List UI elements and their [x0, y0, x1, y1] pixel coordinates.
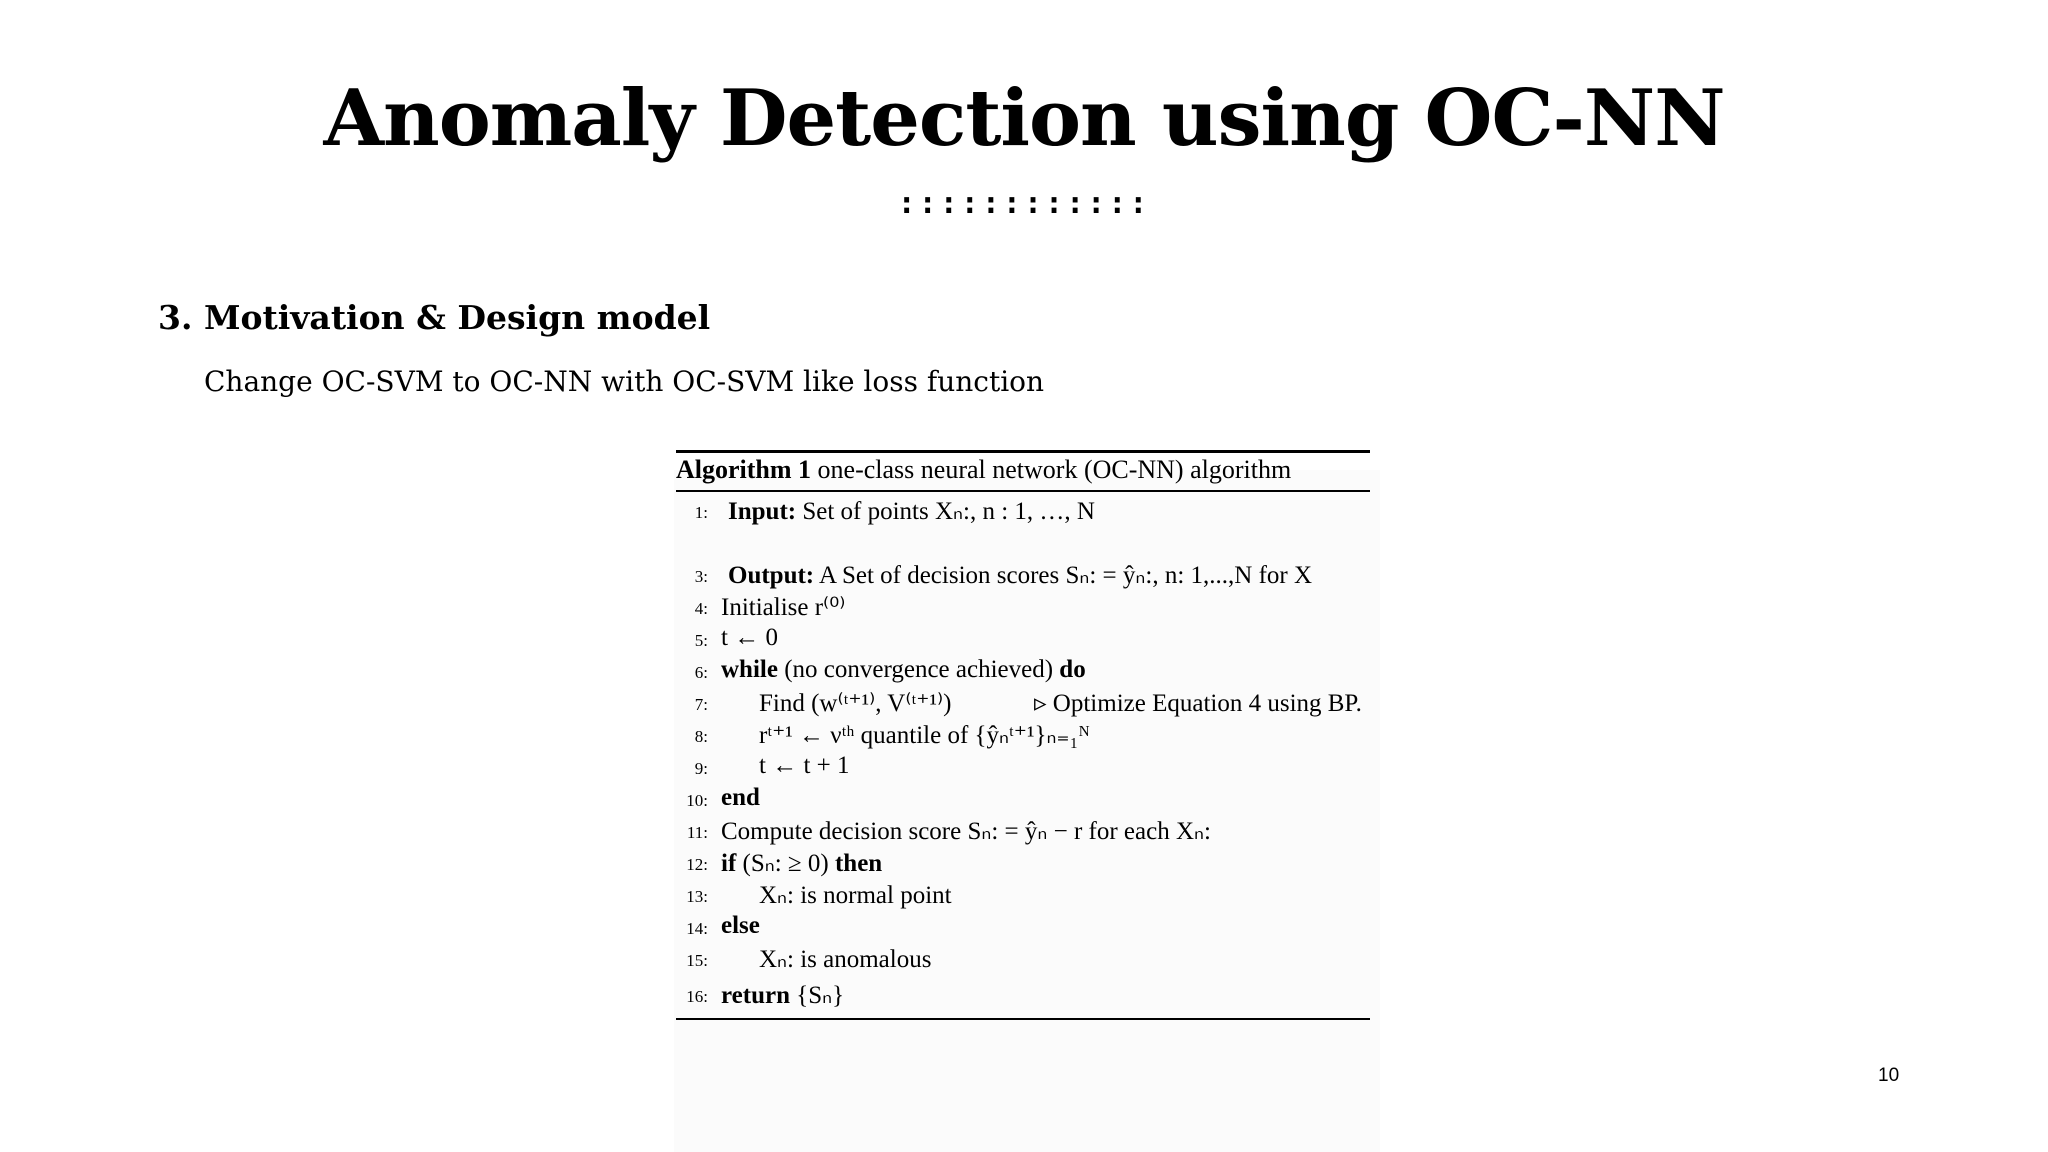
algorithm-line — [676, 848, 1376, 880]
line-number: 10: — [686, 791, 708, 810]
section-heading: 3. Motivation & Design model — [158, 298, 711, 337]
line-comment: ▹ Optimize Equation 4 using BP. — [1034, 690, 1362, 717]
line-number: 1: — [694, 503, 708, 522]
line-number: 3: — [694, 567, 708, 586]
algorithm-header — [676, 455, 1291, 485]
line-text: (no convergence achieved) — [784, 656, 1054, 683]
algorithm-bottom-rule — [676, 1018, 1370, 1020]
algorithm-top-rule — [676, 450, 1370, 453]
algorithm-line — [676, 752, 1376, 784]
line-number: 12: — [686, 855, 708, 874]
algorithm-line — [676, 656, 1376, 688]
algorithm-line — [676, 880, 1376, 912]
line-number: 14: — [686, 919, 708, 938]
line-keyword: then — [834, 850, 883, 877]
line-number: 13: — [686, 887, 708, 906]
slide-title: Anomaly Detection using OC-NN — [323, 73, 1725, 164]
algorithm-line — [676, 912, 1376, 944]
line-number: 16: — [686, 987, 708, 1006]
line-text: Compute decision score Sₙ: = ŷₙ − r for each Xₙ: — [721, 818, 1211, 845]
algorithm-line — [676, 688, 1376, 720]
algorithm-line — [676, 560, 1376, 592]
line-keyword: if — [721, 850, 737, 877]
line-text: t ← 0 — [721, 624, 778, 651]
line-text: rᵗ⁺¹ ← νᵗʰ quantile of {ŷₙᵗ⁺¹}ₙ₌₁ᴺ — [759, 722, 1090, 749]
algorithm-label: Algorithm 1 — [676, 455, 812, 484]
algorithm-line — [676, 624, 1376, 656]
line-text: {Sₙ} — [796, 982, 845, 1009]
algorithm-caption: one-class neural network (OC-NN) algorithm — [817, 455, 1292, 484]
line-keyword: do — [1059, 656, 1086, 683]
section-body: Change OC-SVM to OC-NN with OC-SVM like loss function — [204, 365, 1045, 398]
algorithm-line — [676, 784, 1376, 816]
algorithm-header-rule — [676, 490, 1370, 492]
line-keyword: end — [721, 784, 760, 811]
line-text: Xₙ: is normal point — [759, 882, 952, 909]
line-number: 7: — [694, 695, 708, 714]
line-keyword: while — [721, 656, 778, 683]
line-text: t ← t + 1 — [759, 752, 850, 779]
line-text: A Set of decision scores Sₙ: = ŷₙ:, n: 1,...,N for X — [819, 562, 1313, 589]
line-keyword: Output: — [728, 562, 815, 589]
line-number: 8: — [694, 727, 708, 746]
line-keyword: else — [721, 912, 760, 939]
algorithm-line — [676, 944, 1376, 976]
line-text: (Sₙ: ≥ 0) — [742, 850, 829, 877]
algorithm-line — [676, 496, 1376, 528]
line-text: Set of points Xₙ:, n : 1, …, N — [802, 498, 1095, 525]
line-number: 15: — [686, 951, 708, 970]
algorithm-line — [676, 592, 1376, 624]
algorithm-line — [676, 720, 1376, 752]
line-number: 6: — [694, 663, 708, 682]
line-number: 9: — [694, 759, 708, 778]
page-number: 10 — [1878, 1065, 1900, 1086]
line-number: 5: — [694, 631, 708, 650]
algorithm-line — [676, 980, 1376, 1012]
algorithm-line — [676, 816, 1376, 848]
title-divider: :::::::::::: — [897, 186, 1151, 221]
line-keyword: Input: — [728, 498, 797, 525]
line-text: Find (w⁽ᵗ⁺¹⁾, V⁽ᵗ⁺¹⁾) — [759, 690, 952, 717]
line-text: Initialise r⁽⁰⁾ — [721, 594, 846, 621]
line-keyword: return — [721, 982, 790, 1009]
line-text: Xₙ: is anomalous — [759, 946, 932, 973]
line-number: 11: — [686, 823, 708, 842]
line-number: 4: — [694, 599, 708, 618]
